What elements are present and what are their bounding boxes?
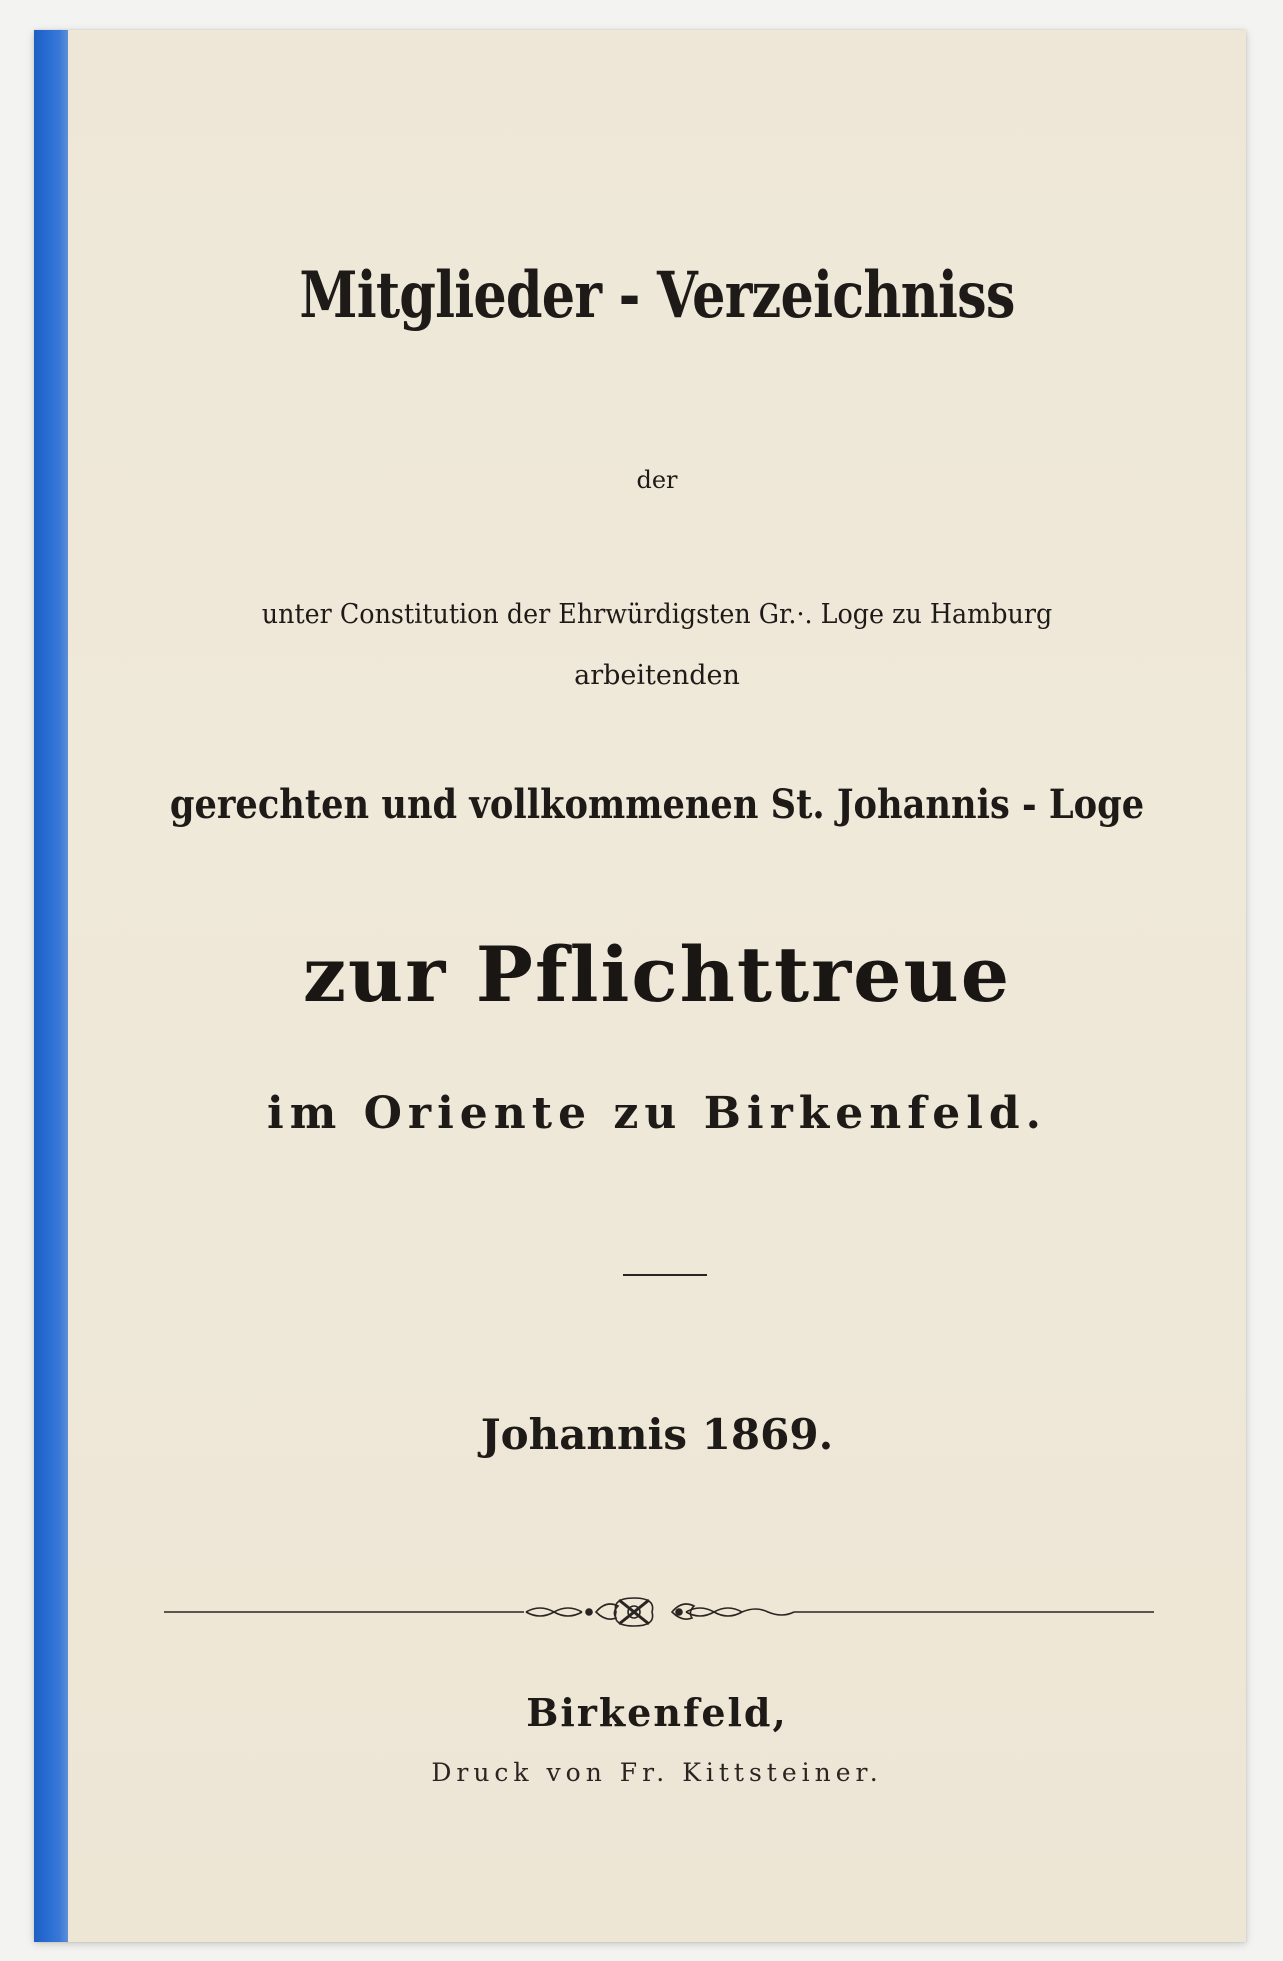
- constitution-line: unter Constitution der Ehrwürdigsten Gr.·. Loge zu Hamburg: [261, 599, 1053, 630]
- document-title: Mitglieder - Verzeichniss: [299, 258, 1015, 333]
- printer-credit: Druck von Fr. Kittsteiner.: [431, 1758, 883, 1787]
- short-divider-rule: [623, 1274, 707, 1276]
- date-line: Johannis 1869.: [480, 1410, 834, 1459]
- title-page: [34, 30, 1246, 1942]
- working-line: arbeitenden: [574, 660, 740, 691]
- floral-ornament-icon: [526, 1598, 794, 1626]
- ornamental-divider: [164, 1592, 1154, 1632]
- lodge-type-line: gerechten und vollkommenen St. Johannis - Loge: [169, 781, 1145, 828]
- print-place: Birkenfeld,: [526, 1690, 788, 1735]
- blue-binding-strip: [34, 30, 68, 1942]
- orient-line: im Oriente zu Birkenfeld.: [266, 1088, 1047, 1139]
- connector-text: der: [636, 466, 678, 494]
- lodge-name: zur Pflichttreue: [302, 930, 1012, 1019]
